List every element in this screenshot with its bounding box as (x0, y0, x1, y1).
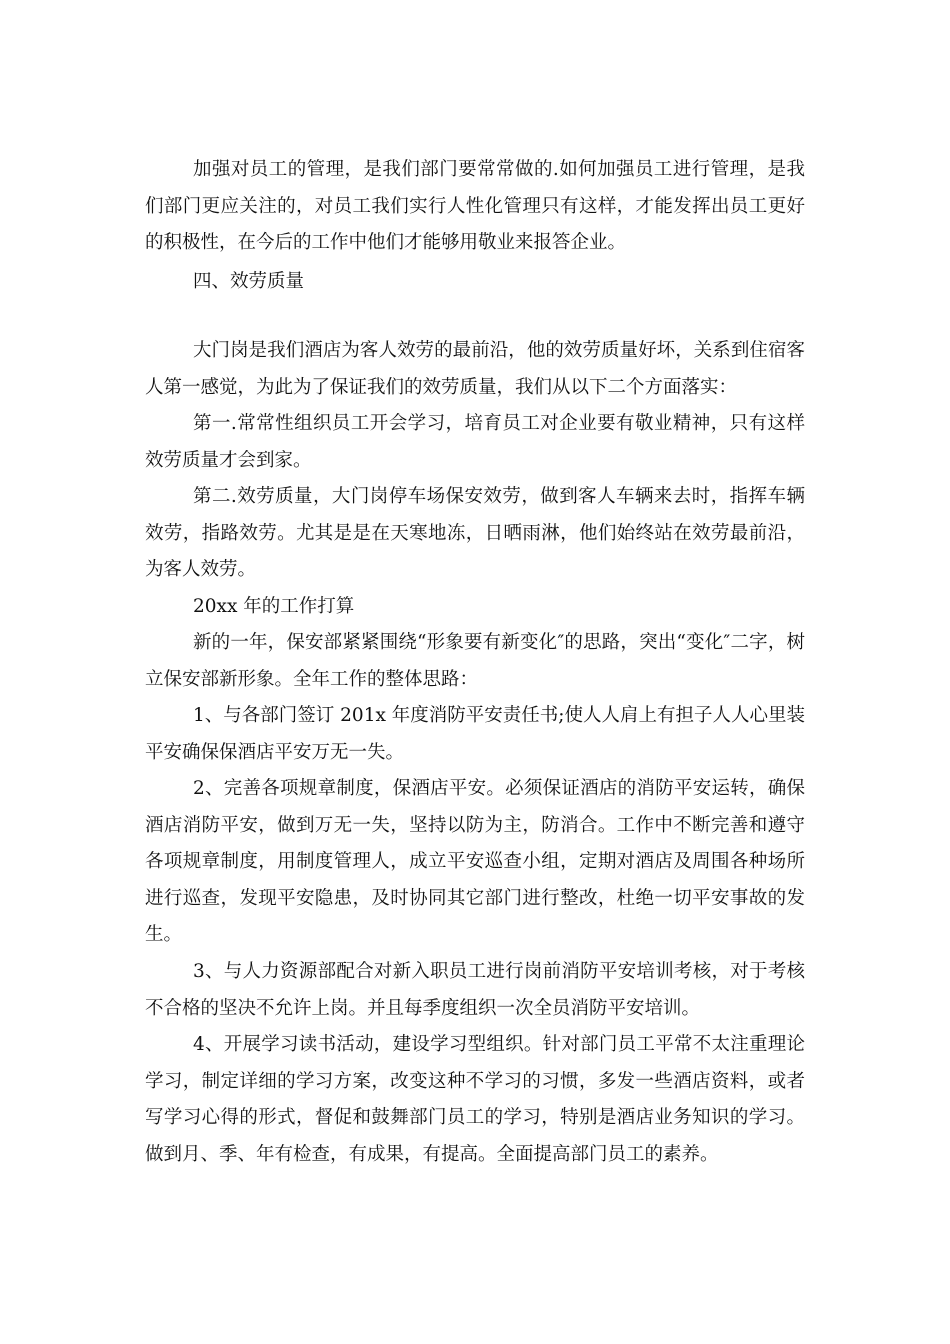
paragraph-first-point: 第一.常常性组织员工开会学习，培育员工对企业要有敬业精神，只有这样效劳质量才会到家。 (145, 413, 805, 471)
paragraph-item-3: 3、与人力资源部配合对新入职员工进行岗前消防平安培训考核，对于考核不合格的坚决不允许上岗。并且每季度组织一次全员消防平安培训。 (145, 961, 805, 1019)
heading-work-plan: 20xx 年的工作打算 (193, 596, 355, 617)
paragraph-item-1: 1、与各部门签订 201x 年度消防平安责任书;使人人肩上有担子人人心里装平安确保保酒店平安万无一失。 (145, 705, 806, 763)
paragraph-new-year: 新的一年，保安部紧紧围绕“形象要有新变化″的思路，突出“变化″二字，树立保安部新形象。全年工作的整体思路： (145, 632, 805, 690)
paragraph-gate-post: 大门岗是我们酒店为客人效劳的最前沿，他的效劳质量好坏，关系到住宿客人第一感觉，为此为了保证我们的效劳质量，我们从以下二个方面落实： (145, 340, 805, 398)
paragraph-item-4: 4、开展学习读书活动，建设学习型组织。针对部门员工平常不太注重理论学习，制定详细的学习方案，改变这种不学习的习惯，多发一些酒店资料，或者写学习心得的形式，督促和鼓舞部门员工的学习，特别是酒店业务知识的学习。做到月、季、年有检查，有成果，有提高。全面提高部门员工的素养。 (145, 1034, 805, 1165)
heading-service-quality: 四、效劳质量 (193, 271, 305, 292)
paragraph-staff-management: 加强对员工的管理，是我们部门要常常做的.如何加强员工进行管理，是我们部门更应关注的，对员工我们实行人性化管理只有这样，才能发挥出员工更好的积极性，在今后的工作中他们才能够用敬业来报答企业。 (145, 159, 805, 253)
paragraph-item-2: 2、完善各项规章制度，保酒店平安。必须保证酒店的消防平安运转，确保酒店消防平安，做到万无一失，坚持以防为主，防消合。工作中不断完善和遵守各项规章制度，用制度管理人，成立平安巡查小组，定期对酒店及周围各种场所进行巡查，发现平安隐患，及时协同其它部门进行整改，杜绝一切平安事故的发生。 (145, 778, 805, 945)
paragraph-second-point: 第二.效劳质量，大门岗停车场保安效劳，做到客人车辆来去时，指挥车辆效劳，指路效劳。尤其是是在天寒地冻，日晒雨淋，他们始终站在效劳最前沿，为客人效劳。 (145, 486, 805, 580)
